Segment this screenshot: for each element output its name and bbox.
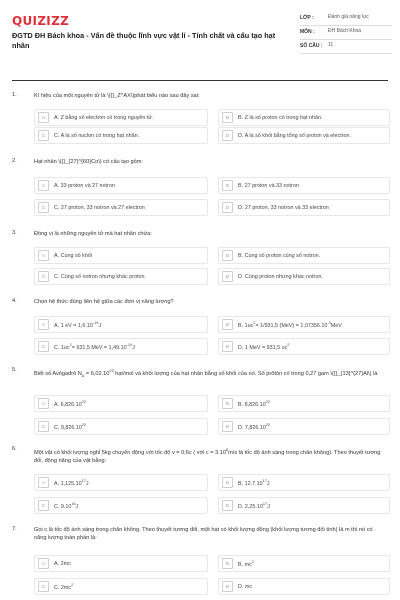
option-letter-box: B <box>222 477 233 488</box>
option-text: B. $1uc^2= 1/931,5$ $(MeV) = 1,07356.10^{-3}MeV$ <box>238 320 342 329</box>
option-text: D. 1 MeV = 931,5 $uc^2$ <box>238 342 290 351</box>
answer-option-b[interactable] <box>218 395 390 412</box>
answer-option-d[interactable] <box>218 418 390 435</box>
option-text: D. Cùng proton nhưng khác notron. <box>238 273 323 280</box>
option-text: D. A là số khối bằng tổng số proton và electron. <box>238 132 351 139</box>
question-number: 5. <box>12 367 17 373</box>
answer-option-d[interactable] <box>218 268 390 285</box>
question-text: Hạt nhân \({}_{27}^{60}Co\) có cấu tạo gồm: <box>34 159 143 165</box>
quizizz-logo: QUIZIZZ <box>12 14 70 28</box>
answer-option-c[interactable] <box>34 578 208 595</box>
option-letter-box: A <box>38 477 49 488</box>
option-text: B. Z là số proton có trong hạt nhân. <box>238 114 323 121</box>
option-letter-box: A <box>38 112 49 123</box>
option-letter-box: C <box>38 341 49 352</box>
question-number: 4. <box>12 298 17 304</box>
option-letter-box: D <box>222 500 233 511</box>
option-letter-box: C <box>38 581 49 592</box>
question-number: 2. <box>12 158 17 164</box>
option-letter-box: A <box>38 398 49 409</box>
option-text: C. A là số nuclon có trong hạt nhân. <box>54 132 140 139</box>
option-text: A. Z bằng số electron có trong nguyên tử. <box>54 114 154 121</box>
answer-option-a[interactable] <box>34 109 208 126</box>
answer-option-a[interactable] <box>34 177 208 194</box>
answer-option-c[interactable] <box>34 418 208 435</box>
option-letter-box: B <box>222 398 233 409</box>
option-text: A. 6,826.10$^{22}$ <box>54 399 86 408</box>
option-letter-box: D <box>222 271 233 282</box>
answer-option-d[interactable] <box>218 127 390 144</box>
answer-option-a[interactable] <box>34 395 208 412</box>
answer-option-b[interactable] <box>218 247 390 264</box>
option-text: C. $2mc^2$ <box>54 582 74 591</box>
meta-class-label: LỚP : <box>300 15 314 21</box>
option-text: A. 2mc <box>54 560 71 567</box>
worksheet-title: ĐGTD ĐH Bách khoa - Vấn đề thuộc lĩnh vực vật lí - Tính chất và cấu tạo hạt nhân <box>12 31 276 50</box>
meta-subject-row <box>300 26 392 40</box>
option-text: A. 1,125.10$^{17}$J <box>54 478 89 487</box>
question-number: 7. <box>12 526 17 532</box>
question-text: Một vật có khối lượng nghỉ 5kg chuyển động với tốc độ v = 0,6c ( với $c = 3.10^8m/s$ là tốc độ ánh sáng trong chân không). Theo thuyết tương đối, động năng của vật bằng: <box>34 448 381 464</box>
option-text: A. Cùng số khối <box>54 252 93 259</box>
option-letter-box: A <box>38 558 49 569</box>
option-letter-box: C <box>38 202 49 213</box>
option-letter-box: D <box>222 341 233 352</box>
option-letter-box: C <box>38 130 49 141</box>
option-letter-box: C <box>38 500 49 511</box>
option-text: D. mc <box>238 583 253 590</box>
option-text: A. 1 eV = $1,6.10^{-19}J$ <box>54 320 102 329</box>
answer-option-a[interactable] <box>34 474 208 491</box>
option-letter-box: B <box>222 112 233 123</box>
answer-option-c[interactable] <box>34 338 208 355</box>
option-text: B. 8,826.10$^{22}$ <box>238 399 270 408</box>
question-text: Đồng vị là những nguyên tử mà hạt nhân chứa: <box>34 231 152 237</box>
answer-option-d[interactable] <box>218 497 390 514</box>
answer-option-c[interactable] <box>34 497 208 514</box>
question-text: Gọi c là tốc độ ánh sáng trong chân không. Theo thuyết tương đối, một hạt có khối lượng động (khối lượng tương đối tính) là m thì nó có năng lượng toàn phần là: <box>34 527 373 541</box>
answer-option-b[interactable] <box>218 316 390 333</box>
answer-option-b[interactable] <box>218 177 390 194</box>
question-text: Kí hiệu của một nguyên tử là \({}_Z^AX\)phát biểu nào sau đây sai: <box>34 93 200 99</box>
option-letter-box: D <box>222 581 233 592</box>
question-number: 3. <box>12 230 17 236</box>
answer-option-d[interactable] <box>218 199 390 216</box>
option-letter-box: C <box>38 271 49 282</box>
option-text: D. 2,25.10$^{17}$J <box>238 501 270 510</box>
answer-option-b[interactable] <box>218 474 390 491</box>
option-text: C. 27 proton, 33 notron và 27 electron <box>54 204 145 211</box>
option-text: B. $mc^2$ <box>238 559 254 568</box>
header-divider <box>12 80 388 81</box>
option-letter-box: A <box>38 250 49 261</box>
option-text: B. 12,7.10$^{17}$J <box>238 478 270 487</box>
answer-option-c[interactable] <box>34 268 208 285</box>
answer-option-a[interactable] <box>34 555 208 572</box>
answer-option-d[interactable] <box>218 338 390 355</box>
option-letter-box: B <box>222 558 233 569</box>
option-text: C. Cùng số notron nhưng khác proton. <box>54 273 147 280</box>
answer-option-a[interactable] <box>34 247 208 264</box>
meta-subject-label: MÔN : <box>300 29 315 35</box>
option-letter-box: B <box>222 180 233 191</box>
option-text: C. 9,826.10$^{22}$ <box>54 422 87 431</box>
option-text: B. 27 proton và 33 notron <box>238 182 299 189</box>
question-number: 6. <box>12 446 17 452</box>
option-letter-box: D <box>222 130 233 141</box>
question-text: Chọn hệ thức đúng liên hệ giữa các đơn vị năng lượng? <box>34 299 174 305</box>
option-text: A. 33 proton và 27 notron <box>54 182 115 189</box>
meta-count-row <box>300 40 392 54</box>
option-letter-box: B <box>222 319 233 330</box>
option-letter-box: C <box>38 421 49 432</box>
answer-option-d[interactable] <box>218 578 390 595</box>
option-letter-box: A <box>38 180 49 191</box>
answer-option-c[interactable] <box>34 199 208 216</box>
question-number: 1. <box>12 92 17 98</box>
option-letter-box: B <box>222 250 233 261</box>
option-text: C. 9.10$^{16}$J <box>54 501 79 510</box>
option-text: B. Cùng số proton cùng số notron. <box>238 252 321 259</box>
question-text: Biết số Avôgađrô $N_A = 6,02.10^{23}$ hạt/mol và khối lượng của hạt nhân bằng số khối của nó. Số prôtôn có trong 0,27 gam \({}_{13}^{27}Al\) là <box>34 369 378 378</box>
meta-class-value: Đánh giá năng lực <box>328 14 369 20</box>
option-letter-box: D <box>222 202 233 213</box>
option-letter-box: A <box>38 319 49 330</box>
option-text: D. 27 proton, 33 notron và 33 electron <box>238 204 329 211</box>
option-text: D. 7,826.10$^{22}$ <box>238 422 271 431</box>
meta-subject-value: ĐH Bách Khoa <box>328 28 362 34</box>
answer-option-b[interactable] <box>218 109 390 126</box>
answer-option-c[interactable] <box>34 127 208 144</box>
meta-count-label: SỐ CÂU : <box>300 43 323 49</box>
option-letter-box: D <box>222 421 233 432</box>
answer-option-b[interactable] <box>218 555 390 572</box>
answer-option-a[interactable] <box>34 316 208 333</box>
meta-count-value: 11 <box>328 42 334 48</box>
meta-class-row <box>300 12 392 26</box>
option-text: C. $1uc^2= 931,5$ MeV = $1,49.10^{-10}J$ <box>54 342 135 351</box>
meta-panel <box>300 12 392 54</box>
